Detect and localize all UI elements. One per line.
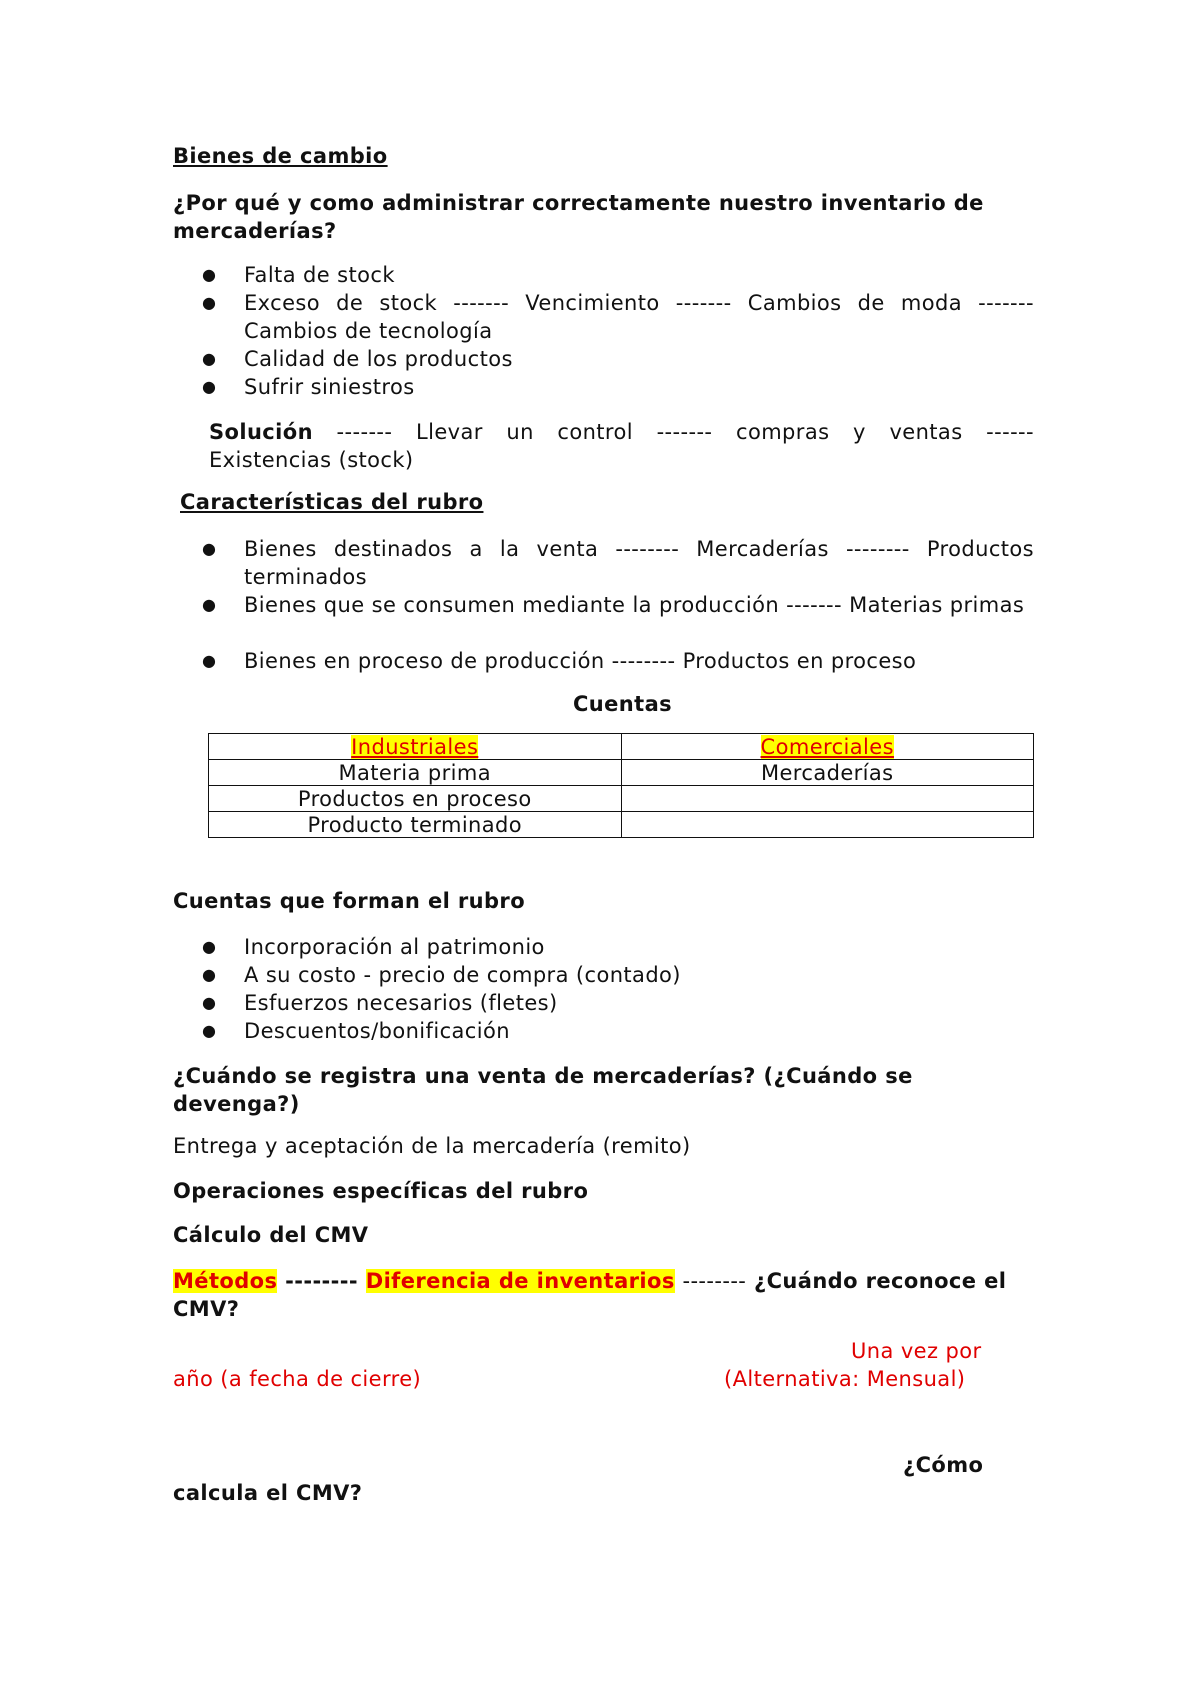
question-venta: ¿Cuándo se registra una venta de mercaderías? (¿Cuándo se devenga?)	[173, 1064, 913, 1116]
header-comerciales: Comerciales	[760, 734, 894, 759]
diferencia-inventarios: Diferencia de inventarios	[365, 1269, 675, 1293]
bullet-icon: ●	[202, 595, 217, 614]
solution-paragraph	[209, 418, 1034, 474]
table-cell: Materia prima	[209, 760, 622, 786]
list-item-text: Bienes en proceso de producción -------- Productos en proceso	[244, 649, 917, 673]
table-header-cell	[621, 734, 1034, 760]
cuentas-heading: Cuentas	[573, 692, 673, 716]
metodos-separator: --------	[285, 1269, 359, 1293]
table-row	[209, 760, 1034, 786]
table-row	[209, 786, 1034, 812]
list-item-text: Calidad de los productos	[244, 347, 513, 371]
bullet-icon: ●	[202, 265, 217, 284]
bullet-icon: ●	[202, 539, 217, 558]
solution-line-2: Existencias (stock)	[209, 448, 414, 472]
list-item-text: Incorporación al patrimonio	[244, 935, 545, 959]
table-cell: Mercaderías	[621, 760, 1034, 786]
list-item-text: Descuentos/bonificación	[244, 1019, 510, 1043]
metodos-separator: --------	[682, 1269, 747, 1293]
table-row	[209, 812, 1034, 838]
list-item-text: A su costo - precio de compra (contado)	[244, 963, 681, 987]
list-item-text: Sufrir siniestros	[244, 375, 415, 399]
list-item-text: Esfuerzos necesarios (fletes)	[244, 991, 558, 1015]
calculo-heading: Cálculo del CMV	[173, 1223, 369, 1247]
document-title: Bienes de cambio	[173, 144, 388, 168]
anio-fecha-cierre: año (a fecha de cierre)	[173, 1367, 422, 1391]
metodos-label: Métodos	[173, 1269, 278, 1293]
bullet-icon: ●	[202, 651, 217, 670]
solution-label: Solución	[209, 420, 313, 444]
una-vez-por: Una vez por	[851, 1339, 982, 1363]
bullet-icon: ●	[202, 293, 217, 312]
cuentas-table	[208, 733, 1034, 838]
list-item-text: Exceso de stock ------- Vencimiento ------- Cambios de moda ------- Cambios de tecnología	[244, 291, 1034, 343]
cuentas-rubro-heading: Cuentas que forman el rubro	[173, 889, 526, 913]
header-industriales: Industriales	[351, 734, 479, 759]
table-cell: Productos en proceso	[209, 786, 622, 812]
table-cell	[621, 812, 1034, 838]
list-item-text: Bienes que se consumen mediante la producción ------- Materias primas	[244, 593, 1025, 617]
table-header-row	[209, 734, 1034, 760]
cmv-question: ¿Cuándo reconoce el CMV?	[173, 1269, 1007, 1321]
bullet-icon: ●	[202, 1021, 217, 1040]
como-calcula-2: calcula el CMV?	[173, 1481, 363, 1505]
alternativa-mensual: (Alternativa: Mensual)	[724, 1367, 966, 1391]
table-header-cell	[209, 734, 622, 760]
table-cell	[621, 786, 1034, 812]
bullet-icon: ●	[202, 937, 217, 956]
metodos-paragraph	[173, 1267, 1043, 1323]
como-calcula-1: ¿Cómo	[903, 1453, 984, 1477]
bullet-icon: ●	[202, 965, 217, 984]
table-cell: Producto terminado	[209, 812, 622, 838]
list-item-text: Falta de stock	[244, 263, 395, 287]
bullet-icon: ●	[202, 377, 217, 396]
operaciones-heading: Operaciones específicas del rubro	[173, 1179, 589, 1203]
bullet-icon: ●	[202, 349, 217, 368]
bullet-icon: ●	[202, 993, 217, 1012]
solution-text: ------- Llevar un control ------- compras y ventas ------	[336, 420, 1035, 444]
answer-venta: Entrega y aceptación de la mercadería (remito)	[173, 1134, 691, 1158]
solution-line-1	[209, 418, 1034, 446]
question-inventory: ¿Por qué y como administrar correctamente nuestro inventario de mercaderías?	[173, 191, 984, 243]
list-item-text: Bienes destinados a la venta -------- Mercaderías -------- Productos terminados	[244, 537, 1034, 589]
characteristics-heading: Características del rubro	[180, 490, 484, 514]
